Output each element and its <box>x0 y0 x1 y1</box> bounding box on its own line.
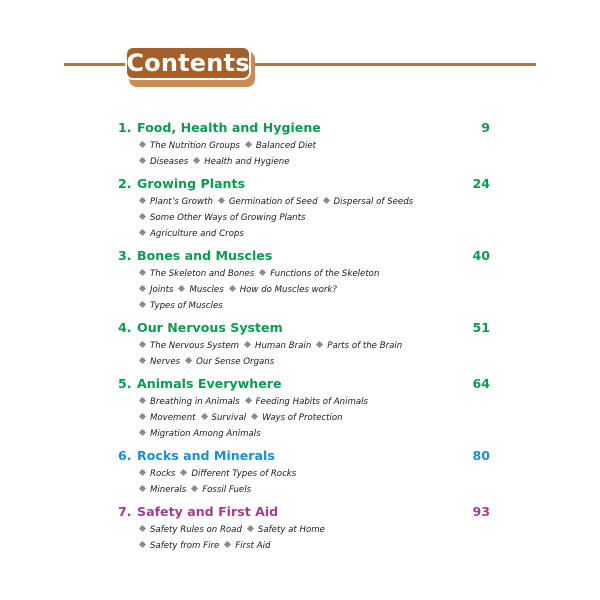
subtopic[interactable]: Parts of the Brain <box>327 341 403 351</box>
subtopic-line <box>118 482 494 498</box>
diamond-bullet-icon <box>139 341 146 348</box>
diamond-bullet-icon <box>245 141 252 148</box>
diamond-bullet-icon <box>139 229 146 236</box>
chapter-number: 2. <box>118 176 132 191</box>
chapter-heading[interactable] <box>118 318 494 338</box>
chapter-number: 7. <box>118 504 132 519</box>
chapter-page-number: 24 <box>472 176 490 191</box>
subtopic[interactable]: Functions of the Skeleton <box>270 269 380 279</box>
subtopic-line <box>118 538 494 554</box>
chapter-heading[interactable] <box>118 118 494 138</box>
subtopic-line <box>118 138 494 154</box>
chapter-title[interactable]: Animals Everywhere <box>137 376 282 391</box>
subtopic[interactable]: Agriculture and Crops <box>150 229 244 239</box>
subtopic[interactable]: Joints <box>150 285 174 295</box>
subtopic[interactable]: Migration Among Animals <box>150 429 261 439</box>
subtopic[interactable]: How do Muscles work? <box>239 285 337 295</box>
subtopic[interactable]: Health and Hygiene <box>204 157 290 167</box>
subtopic-line <box>118 194 494 210</box>
chapter-title[interactable]: Our Nervous System <box>137 320 283 335</box>
diamond-bullet-icon <box>139 157 146 164</box>
diamond-bullet-icon <box>191 485 198 492</box>
subtopic-line <box>118 298 494 314</box>
subtopic[interactable]: Types of Muscles <box>150 301 223 311</box>
diamond-bullet-icon <box>139 429 146 436</box>
diamond-bullet-icon <box>178 285 185 292</box>
subtopic[interactable]: Dispersal of Seeds <box>333 197 414 207</box>
subtopic-line <box>118 466 494 482</box>
subtopic-line <box>118 154 494 170</box>
chapter-heading[interactable] <box>118 246 494 266</box>
subtopic-line <box>118 266 494 282</box>
subtopic[interactable]: The Nutrition Groups <box>150 141 240 151</box>
diamond-bullet-icon <box>185 357 192 364</box>
diamond-bullet-icon <box>139 397 146 404</box>
contents-title-badge <box>125 46 255 84</box>
subtopic-line <box>118 282 494 298</box>
diamond-bullet-icon <box>244 341 251 348</box>
chapter-title[interactable]: Safety and First Aid <box>137 504 279 519</box>
diamond-bullet-icon <box>139 357 146 364</box>
subtopic[interactable]: Movement <box>150 413 196 423</box>
toc-chapter <box>118 446 494 498</box>
diamond-bullet-icon <box>229 285 236 292</box>
chapter-heading[interactable] <box>118 174 494 194</box>
toc-chapter <box>118 118 494 170</box>
chapter-number: 5. <box>118 376 132 391</box>
subtopic[interactable]: The Skeleton and Bones <box>150 269 255 279</box>
subtopic[interactable]: Nerves <box>150 357 181 367</box>
toc-chapter <box>118 318 494 370</box>
diamond-bullet-icon <box>139 141 146 148</box>
subtopic[interactable]: Survival <box>211 413 247 423</box>
chapter-page-number: 64 <box>472 376 490 391</box>
chapter-number: 3. <box>118 248 132 263</box>
subtopic[interactable]: Diseases <box>150 157 189 167</box>
subtopic[interactable]: Breathing in Animals <box>150 397 240 407</box>
chapter-title[interactable]: Growing Plants <box>137 176 246 191</box>
diamond-bullet-icon <box>193 157 200 164</box>
chapter-heading[interactable] <box>118 446 494 466</box>
toc-chapter <box>118 374 494 442</box>
subtopic[interactable]: Balanced Diet <box>255 141 317 151</box>
diamond-bullet-icon <box>139 469 146 476</box>
subtopic[interactable]: Germination of Seed <box>228 197 318 207</box>
subtopic[interactable]: Some Other Ways of Growing Plants <box>150 213 306 223</box>
diamond-bullet-icon <box>218 197 225 204</box>
subtopic[interactable]: Different Types of Rocks <box>191 469 297 479</box>
chapter-number: 6. <box>118 448 132 463</box>
chapter-page-number: 9 <box>481 120 490 135</box>
diamond-bullet-icon <box>245 397 252 404</box>
diamond-bullet-icon <box>139 301 146 308</box>
subtopic[interactable]: Safety Rules on Road <box>150 525 242 535</box>
subtopic-line <box>118 210 494 226</box>
diamond-bullet-icon <box>200 413 207 420</box>
subtopic[interactable]: First Aid <box>235 541 271 551</box>
diamond-bullet-icon <box>139 285 146 292</box>
chapter-page-number: 93 <box>472 504 490 519</box>
chapter-heading[interactable] <box>118 374 494 394</box>
chapter-page-number: 80 <box>472 448 490 463</box>
chapter-number: 1. <box>118 120 132 135</box>
subtopic-line <box>118 394 494 410</box>
subtopic[interactable]: Minerals <box>150 485 187 495</box>
subtopic[interactable]: Feeding Habits of Animals <box>255 397 368 407</box>
diamond-bullet-icon <box>139 269 146 276</box>
title-rule-left <box>64 63 126 66</box>
diamond-bullet-icon <box>139 197 146 204</box>
diamond-bullet-icon <box>259 269 266 276</box>
diamond-bullet-icon <box>139 525 146 532</box>
diamond-bullet-icon <box>139 485 146 492</box>
subtopic[interactable]: Fossil Fuels <box>202 485 252 495</box>
chapter-page-number: 40 <box>472 248 490 263</box>
subtopic-line <box>118 338 494 354</box>
subtopic-line <box>118 354 494 370</box>
chapter-page-number: 51 <box>472 320 490 335</box>
diamond-bullet-icon <box>251 413 258 420</box>
diamond-bullet-icon <box>224 541 231 548</box>
subtopic[interactable]: Human Brain <box>255 341 312 351</box>
toc-chapter <box>118 246 494 314</box>
chapter-title[interactable]: Rocks and Minerals <box>137 448 275 463</box>
toc-chapter <box>118 502 494 554</box>
title-rule-right <box>254 63 536 66</box>
chapter-number: 4. <box>118 320 132 335</box>
diamond-bullet-icon <box>139 541 146 548</box>
subtopic[interactable]: Muscles <box>189 285 224 295</box>
subtopic[interactable]: Safety at Home <box>257 525 325 535</box>
subtopic-line <box>118 426 494 442</box>
subtopic[interactable]: Plant’s Growth <box>150 197 213 207</box>
diamond-bullet-icon <box>139 213 146 220</box>
chapter-title[interactable]: Food, Health and Hygiene <box>137 120 321 135</box>
diamond-bullet-icon <box>316 341 323 348</box>
subtopic[interactable]: Our Sense Organs <box>196 357 275 367</box>
diamond-bullet-icon <box>247 525 254 532</box>
subtopic-line <box>118 522 494 538</box>
diamond-bullet-icon <box>323 197 330 204</box>
diamond-bullet-icon <box>180 469 187 476</box>
subtopic[interactable]: Ways of Protection <box>262 413 343 423</box>
subtopic[interactable]: Safety from Fire <box>150 541 220 551</box>
subtopic[interactable]: Rocks <box>150 469 176 479</box>
toc-chapter <box>118 174 494 242</box>
chapter-title[interactable]: Bones and Muscles <box>137 248 273 263</box>
subtopic[interactable]: The Nervous System <box>150 341 240 351</box>
chapter-heading[interactable] <box>118 502 494 522</box>
page-title: Contents <box>125 46 251 80</box>
subtopic-line <box>118 226 494 242</box>
subtopic-line <box>118 410 494 426</box>
diamond-bullet-icon <box>139 413 146 420</box>
